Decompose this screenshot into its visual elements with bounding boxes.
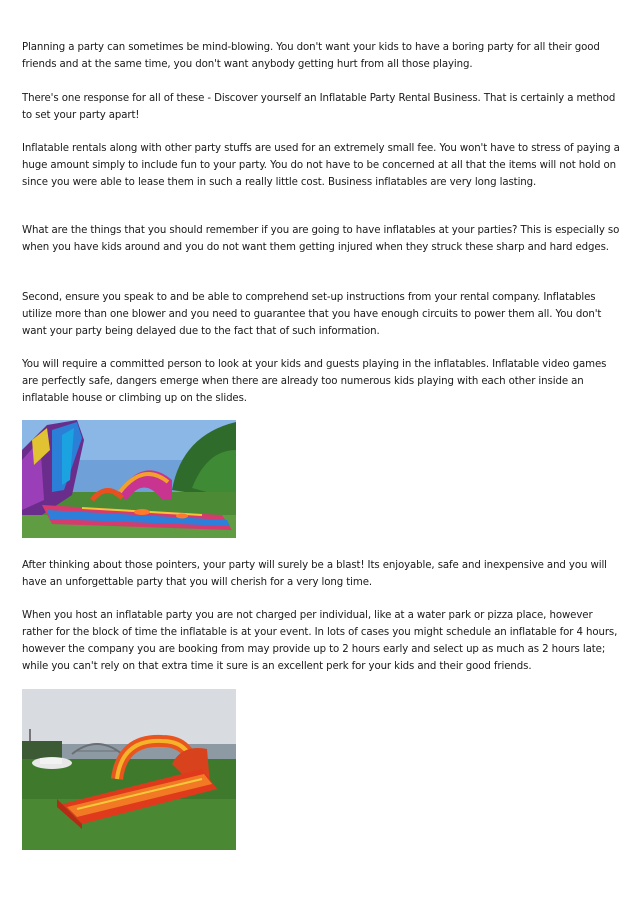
paragraph-response: There's one response for all of these - Discover yourself an Inflatable Party Rental Business. That is certainly a method to set your party apart! <box>22 93 616 121</box>
paragraph-intro: Planning a party can sometimes be mind-blowing. You don't want your kids to have a boring party for all their good friends and at the same time, you don't want anybody getting hurt from all those playing. <box>22 42 600 70</box>
paragraph-supervision: You will require a committed person to look at your kids and guests playing in the inflatables. Inflatable video games are perfectly safe, dangers emerge when there are already too numerous kids playing with each other inside an inflatable house or climbing up on the slides. <box>22 359 607 404</box>
fire-slide-photo <box>22 689 236 850</box>
paragraph-rentals: Inflatable rentals along with other party stuffs are used for an extremely small fee. You won't have to stress of paying a huge amount simply to include fun to your party. You do not have to be concerned at all that the items will not hold on since you were able to lease them in such a really little cost. Business inflatables are very long lasting. <box>22 143 620 188</box>
paragraph-pointers: After thinking about those pointers, your party will surely be a blast! Its enjoyable, safe and inexpensive and you will have an unforgettable party that you will cherish for a very long time. <box>22 560 607 588</box>
water-slide-photo <box>22 420 236 538</box>
paragraph-pricing: When you host an inflatable party you are not charged per individual, like at a water park or pizza place, however rather for the block of time the inflatable is at your event. In lots of cases you might schedule an inflatable for 4 hours, however the company you are booking from may provide up to 2 hours early and select up as much as 2 hours late; while you can't rely on that extra time it sure is an excellent perk for your kids and their good friends. <box>22 610 618 672</box>
paragraph-setup: Second, ensure you speak to and be able to comprehend set-up instructions from your rental company. Inflatables utilize more than one blower and you need to guarantee that you have enough circuits to power them all. You don't want your party being delayed due to the fact that of such information. <box>22 292 602 337</box>
paragraph-remember: What are the things that you should remember if you are going to have inflatables at your parties? This is especially so when you have kids around and you do not want them getting injured when they struck these sharp and hard edges. <box>22 225 620 253</box>
